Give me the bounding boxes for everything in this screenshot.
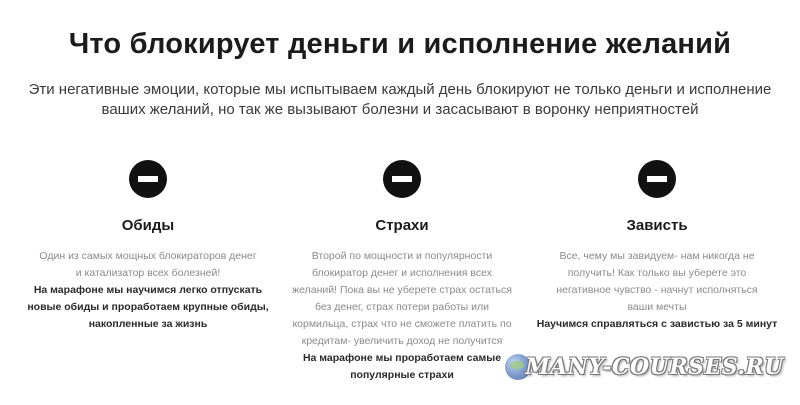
- card-text-line: негативное чувство - начнут исполняться: [556, 284, 758, 296]
- page-subtitle: [20, 80, 780, 120]
- subtitle-line: Эти негативные эмоции, которые мы испытываем каждый день блокируют не только деньги и исполнение: [28, 81, 772, 98]
- subtitle-line: ваших желаний, но так же вызывают болезни и засасывают в воронку неприятностей: [101, 101, 699, 118]
- stop-icon: [638, 160, 676, 198]
- card-bold-line: популярные страхи: [350, 369, 454, 381]
- card-text-line: без денег, страх потери работы или: [314, 301, 489, 313]
- card-text-line: блокиратор денег и исполнения всех: [312, 267, 492, 279]
- card-description: [23, 248, 273, 333]
- card-text-line: кормильца, страх что не сможете платить по: [292, 318, 512, 330]
- stop-icon: [383, 160, 421, 198]
- card-bold-line: Научимся справляться с завистью за 5 минут: [536, 318, 778, 330]
- stop-icon: [129, 160, 167, 198]
- watermark: [505, 352, 784, 382]
- card-text-line: ваши мечты: [627, 301, 687, 313]
- card-text-line: Второй по мощности и популярности: [311, 250, 493, 262]
- card-text-line: желаний! Пока вы не уберете страх остаться: [292, 284, 512, 296]
- watermark-text: MANY-COURSES.RU: [525, 354, 784, 380]
- blocker-card-fears: [277, 160, 527, 384]
- card-heading: Зависть: [626, 217, 688, 234]
- card-text-line: Все, чему мы завидуем- нам никогда не: [559, 250, 755, 262]
- card-bold-line: На марафоне мы научимся легко отпускать: [33, 284, 263, 296]
- card-text-line: Один из самых мощных блокираторов денег: [39, 250, 257, 262]
- blocker-card-resentment: [23, 160, 273, 333]
- card-text-line: и катализатор всех болезней!: [75, 267, 221, 279]
- card-text-line: получить! Как только вы уберете это: [567, 267, 747, 279]
- card-description: [532, 248, 782, 333]
- card-text-line: кредитам- увеличить доход не получится: [301, 335, 503, 347]
- card-description: [277, 248, 527, 384]
- card-bold-line: новые обиды и проработаем крупные обиды,: [27, 301, 269, 313]
- card-bold-line: На марафоне мы проработаем самые: [302, 352, 502, 364]
- card-heading: Страхи: [375, 217, 429, 234]
- card-bold-line: накопленные за жизнь: [88, 318, 208, 330]
- blocker-card-envy: [532, 160, 782, 333]
- card-heading: Обиды: [121, 217, 175, 234]
- page-title: Что блокирует деньги и исполнение желаний: [68, 28, 732, 60]
